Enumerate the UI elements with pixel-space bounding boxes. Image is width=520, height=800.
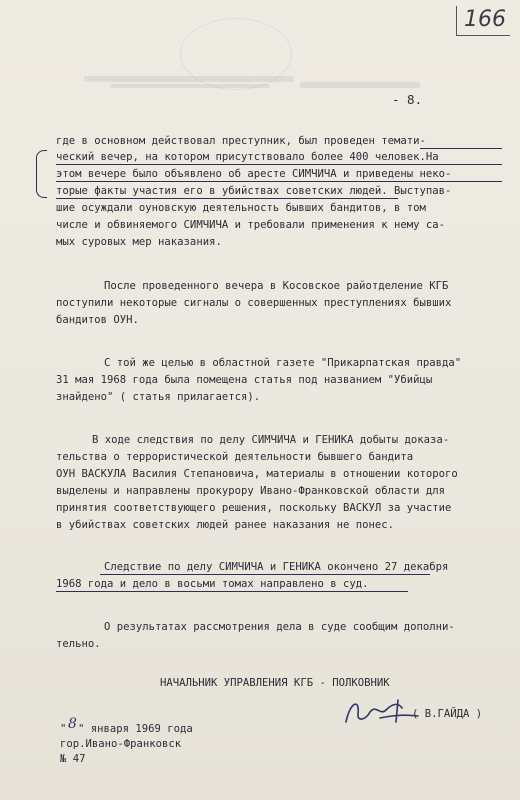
handwritten-day: 8: [68, 716, 77, 732]
bleed-through-line: [84, 76, 294, 82]
body-line: 31 мая 1968 года была помещена статья под названием "Убийцы: [56, 374, 433, 386]
pen-underline: [56, 164, 502, 165]
pen-underline: [56, 181, 502, 182]
body-line: ОУН ВАСКУЛА Василия Степановича, материалы в отношении которого: [56, 468, 458, 480]
body-line: 1968 года и дело в восьми томах направлено в суд.: [56, 578, 369, 590]
pen-underline: [56, 198, 398, 199]
body-line: бандитов ОУН.: [56, 314, 139, 326]
body-line: В ходе следствия по делу СИМЧИЧА и ГЕНИКА добыты доказа-: [92, 434, 450, 446]
body-line: поступили некоторые сигналы о совершенных преступлениях бывших: [56, 297, 452, 309]
body-line: где в основном действовал преступник, был проведен темати-: [56, 135, 426, 147]
signature-title: НАЧАЛЬНИК УПРАВЛЕНИЯ КГБ - ПОЛКОВНИК: [160, 677, 390, 689]
body-line: ческий вечер, на котором присутствовало более 400 человек.На: [56, 151, 439, 163]
body-line: шие осуждали оуновскую деятельность бывших бандитов, в том: [56, 202, 426, 214]
signatory-name: ( В.ГАЙДА ): [412, 708, 483, 720]
page-number: - 8.: [392, 92, 423, 107]
body-line: в убийствах советских людей ранее наказания не понес.: [56, 519, 395, 531]
pen-underline: [56, 591, 408, 592]
body-line: торые факты участия его в убийствах советских людей. Выступав-: [56, 185, 452, 197]
bleed-through-line: [300, 82, 420, 88]
bleed-through-line: [110, 84, 270, 88]
body-line: О результатах рассмотрения дела в суде сообщим дополни-: [104, 621, 455, 633]
body-line: тельства о террористической деятельности бывшего бандита: [56, 451, 414, 463]
body-line: знайдено" ( статья прилагается).: [56, 391, 261, 403]
place-line: гор.Ивано-Франковск: [60, 738, 182, 750]
document-number: № 47: [60, 753, 86, 765]
body-line: С той же целью в областной газете "Прикарпатская правда": [104, 357, 462, 369]
body-line: выделены и направлены прокурору Ивано-Франковской области для: [56, 485, 446, 497]
margin-bracket: [36, 150, 47, 198]
pen-underline: [100, 574, 430, 575]
body-line: числе и обвиняемого СИМЧИЧА и требовали применения к нему са-: [56, 219, 446, 231]
body-line: Следствие по делу СИМЧИЧА и ГЕНИКА окончено 27 декабря: [104, 561, 449, 573]
body-line: этом вечере было объявлено об аресте СИМЧИЧА и приведены неко-: [56, 168, 452, 180]
body-line: После проведенного вечера в Косовское райотделение КГБ: [104, 280, 449, 292]
body-line: мых суровых мер наказания.: [56, 236, 222, 248]
archive-page-number: 166: [456, 6, 510, 36]
body-line: принятия соответствующего решения, поскольку ВАСКУЛ за участие: [56, 502, 452, 514]
body-line: тельно.: [56, 638, 101, 650]
date-line: " января 1969 года: [78, 723, 193, 735]
date-quote-open: ": [60, 723, 67, 735]
pen-underline: [420, 148, 502, 149]
